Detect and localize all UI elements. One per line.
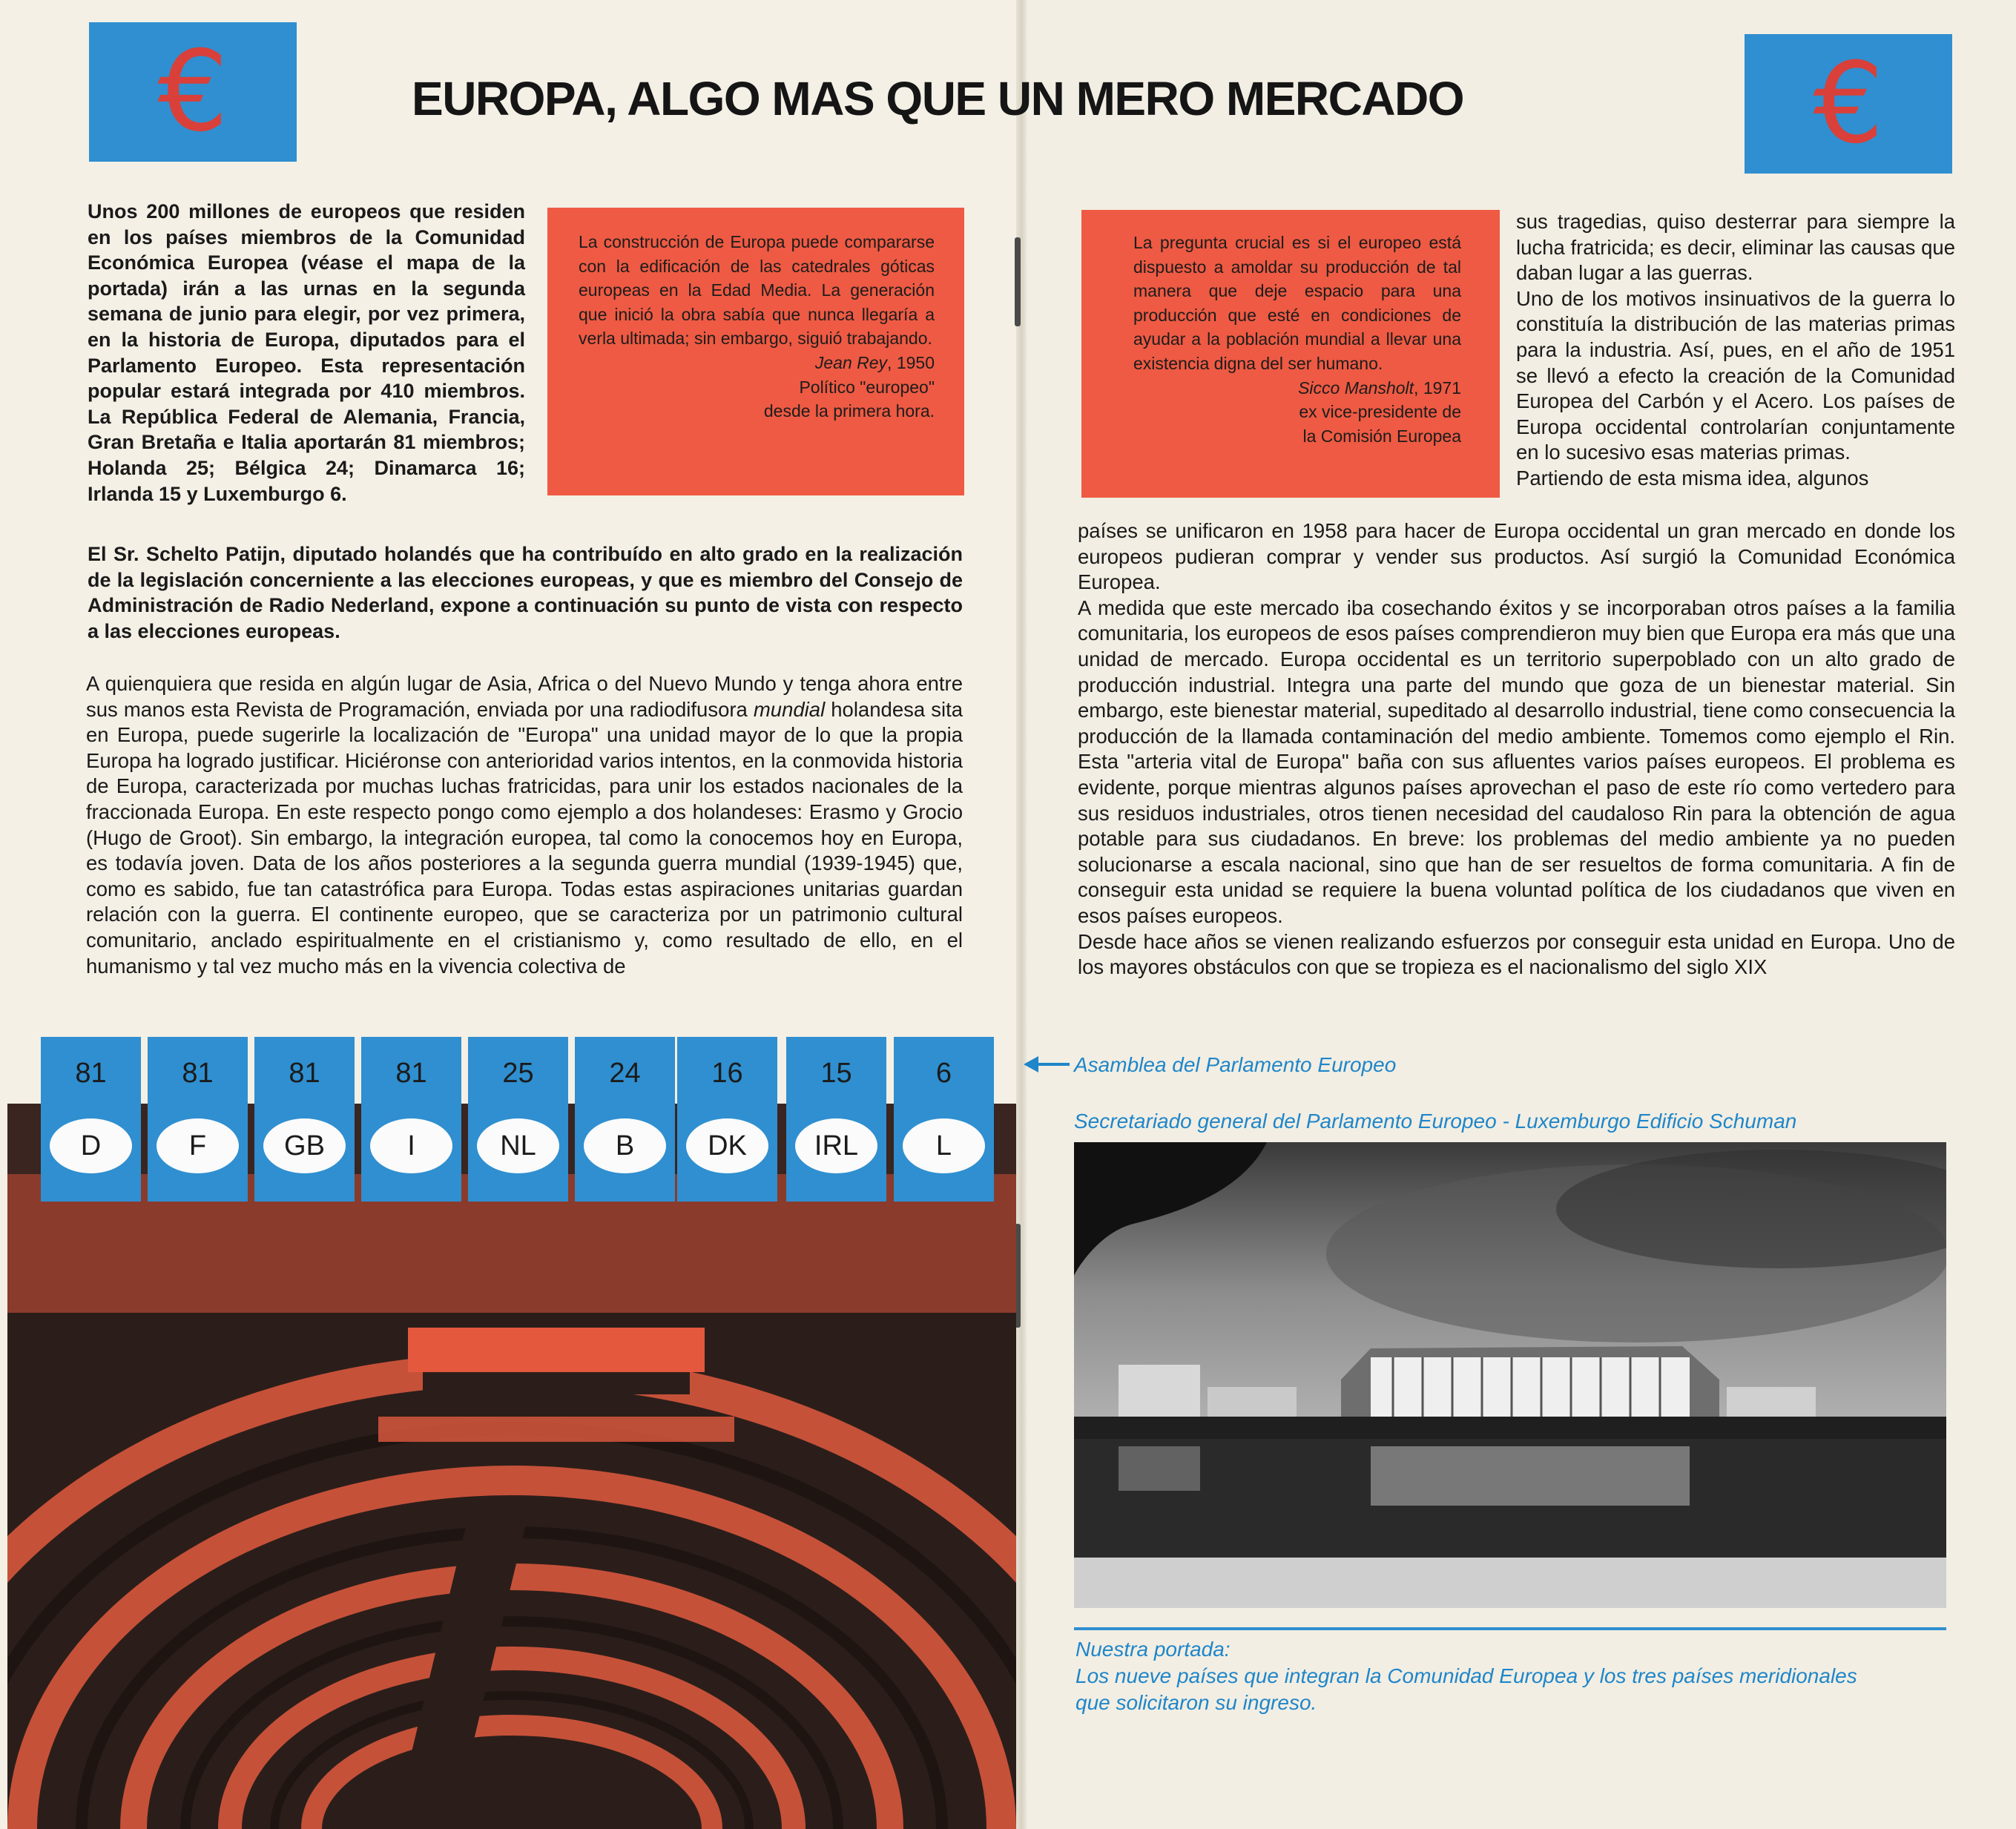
- building-lake-illustration: [1074, 1142, 1946, 1608]
- quote-text: La construcción de Europa puede compararse con la edificación de las catedrales góticas europeas en la Edad Media. La generación que inició la obra sabía que nunca llegaría a verla ultimada; sin embargo, siguió trabajando.: [579, 232, 935, 349]
- quote-role: Político "europeo": [799, 377, 935, 397]
- country-code: F: [157, 1118, 239, 1173]
- parliament-assembly-photo: [7, 1105, 1016, 1829]
- body-paragraph: Desde hace años se vienen realizando esfuerzos por conseguir esta unidad en Europa. Uno de los mayores obstáculos con que se tropieza es el nacionalismo del siglo XIX: [1078, 929, 1955, 979]
- country-code: GB: [263, 1118, 346, 1173]
- arrow-left-icon: [1024, 1053, 1070, 1075]
- intro-paragraph: Unos 200 millones de europeos que residen en los países miembros de la Comunidad Económica Europea (véase el mapa de la portada) irán a las urnas en la segunda semana de junio para elegir, por vez primera, en la historia de Europa, diputados para el Parlamento Europeo. Esta representación popular estará integrada por 410 miembros. La República Federal de Alemania, Francia, Gran Bretaña e Italia aportarán 81 miembros; Holanda 25; Bélgica 24; Dinamarca 16; Irlanda 15 y Luxemburgo 6.: [88, 200, 525, 505]
- seat-count: 15: [820, 1058, 852, 1089]
- country-code: IRL: [795, 1118, 877, 1173]
- quote-attribution: [1133, 376, 1461, 401]
- euro-e-icon: €: [1813, 39, 1884, 168]
- body-paragraph: Uno de los motivos insinuativos de la guerra lo constituía la distribución de las materias primas para la industria. Así, pues, en el año de 1951 se llevó a efecto la creación de la Comunidad Europea del Carbón y el Acero. Los países de Europa occidental controlarían conjuntamente en lo sucesivo esas materias primas.: [1516, 286, 1955, 464]
- quote-author: Sicco Mansholt: [1298, 378, 1414, 398]
- hemicycle-illustration: [7, 1105, 1016, 1829]
- quote-year: , 1950: [887, 352, 935, 372]
- caption-divider: [1074, 1627, 1946, 1630]
- seat-tab-d: [41, 1037, 141, 1202]
- body-text-right: [1078, 518, 1955, 981]
- quote-box-mansholt: [1081, 210, 1500, 498]
- seat-tab-l: [894, 1037, 994, 1202]
- seat-tab-gb: [254, 1037, 355, 1202]
- body-text-italic: mundial: [753, 697, 826, 721]
- body-text-right-top: [1516, 209, 1955, 492]
- seat-tab-b: [575, 1037, 675, 1202]
- intro-paragraph-2: El Sr. Schelto Patijn, diputado holandés que ha contribuído en alto grado en la realización de la legislación concerniente a las elecciones europeas, y que es miembro del Consejo de Administración de Radio Nederland, expone a continuación su punto de vista con respecto a las elecciones europeas.: [88, 543, 963, 642]
- secretariat-caption: Secretariado general del Parlamento Europeo - Luxemburgo Edificio Schuman: [1074, 1110, 1797, 1133]
- seat-count: 6: [935, 1058, 952, 1089]
- country-code: NL: [477, 1118, 559, 1173]
- body-paragraph: A medida que este mercado iba cosechando éxitos y se incorporaban otros países a la familia comunitaria, los europeos de esos países comprendieron muy bien que Europa era más que una unidad de mercado. Europa occidental es un territorio superpoblado con un alto grado de producción industrial. Integra una parte del mundo que goza de un bienestar material. Sin embargo, este bienestar material, supeditado al desarrollo industrial, tiene como consecuencia la producción de la llamada contaminación del medio ambiente. Tomemos como ejemplo el Rin. Esta "arteria vital de Europa" baña con sus afluentes varios países europeos. El problema es evidente, porque mientras algunos países aprovechan el paso de este río como vertedero para sus residuos industriales, otros tienen necesidad del caudaloso Rin para la obtención de agua potable para sus ciudadanos. En breve: los problemas del medio ambiente ya no pueden solucionarse a escala nacional, sino que han de ser resueltos de forma comunitaria. A fin de conseguir esta unidad se requiere la buena voluntad política de los ciudadanos que viven en esos países europeos.: [1078, 596, 1955, 927]
- cover-caption-line: que solicitaron su ingreso.: [1075, 1691, 1317, 1714]
- body-text-left: [86, 671, 963, 979]
- cover-caption: [1075, 1636, 1966, 1716]
- seat-tab-f: [148, 1037, 248, 1202]
- seat-tab-dk: [677, 1037, 777, 1202]
- body-text: A quienquiera que resida en algún lugar de Asia, Africa o del Nuevo Mundo y tenga ahora entre sus manos esta Revista de Programación, enviada por una radiodifusora: [86, 672, 963, 721]
- quote-text: La pregunta crucial es si el europeo está dispuesto a amoldar su producción de tal manera que deje espacio para una producción que esté en condiciones de ayudar a la población mundial a llevar una existencia digna del ser humano.: [1133, 233, 1461, 373]
- quote-box-rey: [547, 208, 964, 495]
- quote-attribution: [579, 351, 935, 375]
- cover-caption-line: Los nueve países que integran la Comunidad Europea y los tres países meridionales: [1075, 1664, 1857, 1687]
- body-paragraph: Partiendo de esta misma idea, algunos: [1516, 466, 1869, 490]
- schuman-building-photo: [1074, 1142, 1946, 1608]
- body-paragraph: sus tragedias, quiso desterrar para siempre la lucha fratricida; es decir, eliminar las causas que daban lugar a las guerras.: [1516, 210, 1955, 285]
- seat-count: 81: [395, 1058, 427, 1089]
- seat-count: 81: [182, 1058, 214, 1089]
- seat-count: 25: [502, 1058, 534, 1089]
- country-code: DK: [686, 1118, 768, 1173]
- quote-role: la Comisión Europea: [1302, 426, 1461, 446]
- quote-year: , 1971: [1414, 378, 1461, 398]
- euro-logo-left: [89, 22, 297, 162]
- staple-top: [1015, 237, 1021, 326]
- country-code: I: [370, 1118, 452, 1173]
- body-paragraph: países se unificaron en 1958 para hacer de Europa occidental un gran mercado en donde los europeos pudieran comprar y vender sus productos. Así surgió la Comunidad Económica Europea.: [1078, 519, 1955, 594]
- quote-role: desde la primera hora.: [763, 401, 935, 421]
- country-code: B: [584, 1118, 666, 1173]
- seat-count: 16: [711, 1058, 743, 1089]
- country-code: L: [903, 1118, 985, 1173]
- seat-tab-i: [361, 1037, 461, 1202]
- seat-tab-nl: [468, 1037, 568, 1202]
- seat-count: 81: [75, 1058, 107, 1089]
- cover-caption-title: Nuestra portada:: [1075, 1638, 1231, 1661]
- euro-logo-right: [1745, 34, 1952, 174]
- euro-e-icon: €: [157, 27, 228, 156]
- quote-role: ex vice-presidente de: [1299, 402, 1461, 422]
- seat-tab-irl: [786, 1037, 886, 1202]
- assembly-caption: Asamblea del Parlamento Europeo: [1074, 1053, 1397, 1076]
- quote-author: Jean Rey: [814, 352, 888, 372]
- body-text: holandesa sita en Europa, puede sugerirle la localización de "Europa" una unidad mayor de lo que la propia Europa ha logrado justificar. Hiciéronse con anterioridad varios intentos, en la conmovida historia de Europa, caracterizada por muchas luchas fratricidas, para unir los estados nacionales de la fraccionada Europa. En este respecto pongo como ejemplo a dos holandeses: Erasmo y Grocio (Hugo de Groot). Sin embargo, la integración europea, tal como la conocemos hoy en Europa, es todavía joven. Data de los años posteriores a la segunda guerra mundial (1939-1945) que, como es sabido, fue tan catastrófica para Europa. Todas estas aspiraciones unitarias guardan relación con la guerra. El continente europeo, que se caracteriza por un patrimonio cultural comunitario, anclado espiritualmente en el cristianismo y, como resultado de ello, en el humanismo y tal vez mucho más en la vivencia colectiva de: [86, 697, 963, 978]
- seat-count: 81: [289, 1058, 320, 1089]
- country-code: D: [50, 1118, 132, 1173]
- seat-count: 24: [609, 1058, 641, 1089]
- page-title: EUROPA, ALGO MAS QUE UN MERO MERCADO: [412, 72, 1464, 125]
